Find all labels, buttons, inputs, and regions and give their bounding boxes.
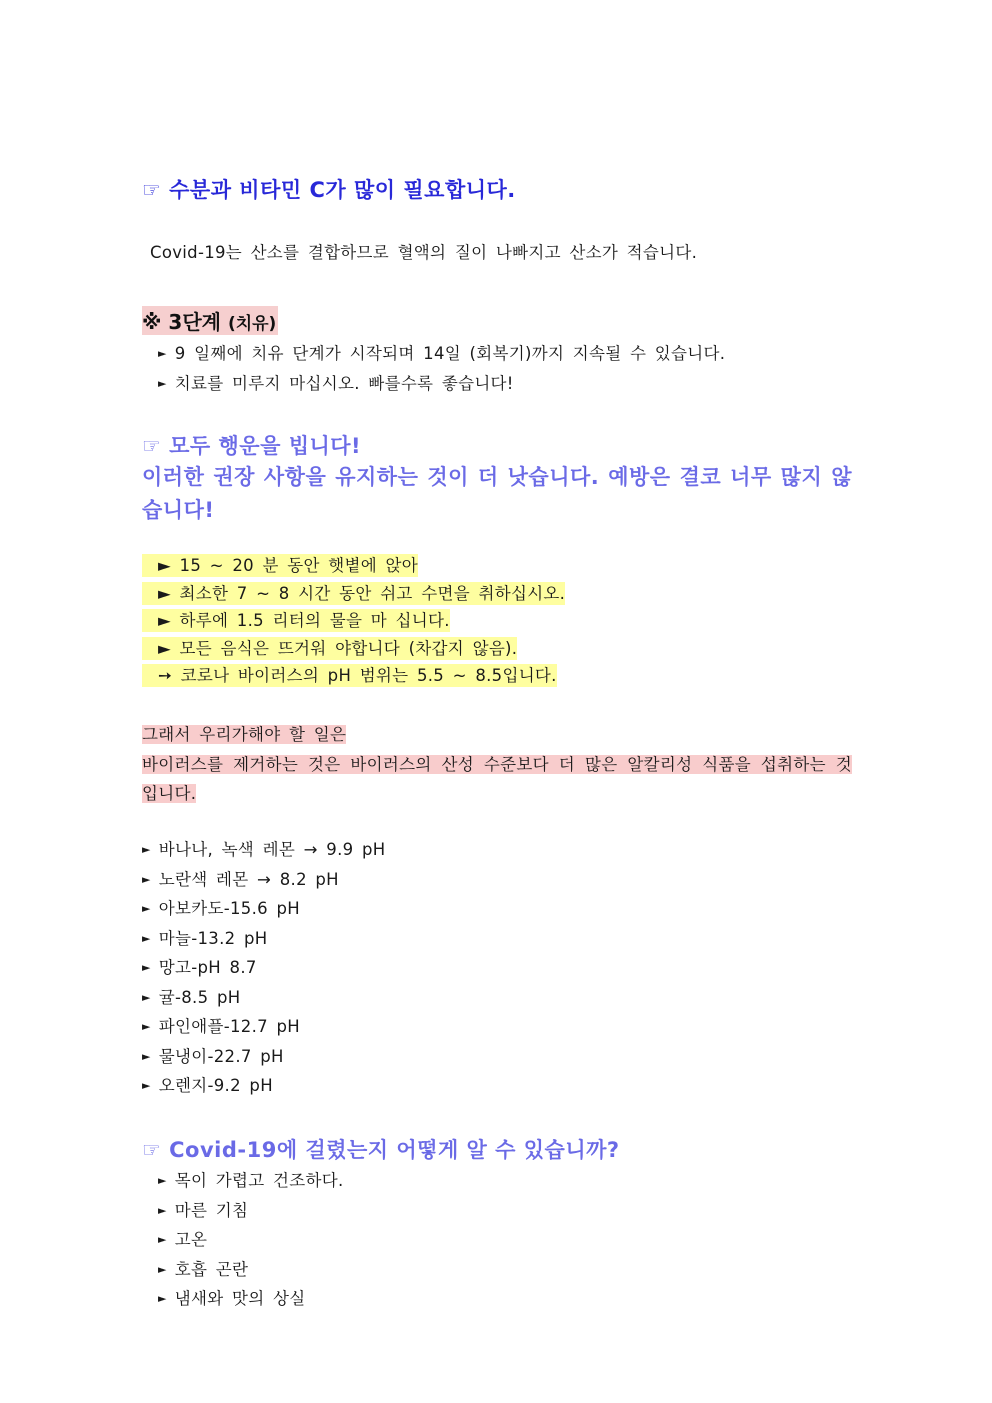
triangle-bullet-icon: ►: [142, 843, 151, 856]
list-item-text: 치료를 미루지 마십시오. 빠를수록 좋습니다!: [174, 373, 514, 393]
triangle-bullet-icon: ►: [158, 376, 167, 390]
symptom-text: 호흡 곤란: [174, 1259, 249, 1279]
triangle-bullet-icon: ►: [142, 990, 151, 1004]
list-item: [142, 1042, 852, 1072]
stage-3-list: [142, 339, 868, 398]
list-item: [142, 953, 852, 983]
tip-text: ► 최소한 7 ~ 8 시간 동안 쉬고 수면을 취하십시오.: [142, 582, 565, 605]
triangle-bullet-icon: ►: [158, 1233, 167, 1246]
tip-text: ► 15 ~ 20 분 동안 햇볕에 앉아: [142, 554, 418, 577]
triangle-bullet-icon: ►: [142, 902, 151, 915]
food-text: 망고-pH 8.7: [158, 958, 257, 977]
list-item: [158, 1225, 868, 1255]
list-item: [142, 983, 852, 1013]
list-item: [158, 1196, 868, 1226]
advice-line-2-text: 바이러스를 제거하는 것은 바이러스의 산성 수준보다 더 많은 알칼리성 식품을 섭취하는 것입니다.: [142, 754, 852, 803]
stage-3-heading-wrap: [142, 306, 852, 335]
covid-symptoms-heading: ☞ Covid-19에 걸렸는지 어떻게 알 수 있습니까?: [142, 1138, 620, 1162]
triangle-bullet-icon: ►: [142, 1020, 151, 1033]
symptom-text: 냄새와 맛의 상실: [174, 1289, 306, 1308]
stage-3-title: ※ 3단계: [142, 310, 221, 334]
triangle-bullet-icon: ►: [158, 347, 167, 360]
list-item: [142, 835, 852, 865]
food-text: 마늘-13.2 pH: [158, 928, 268, 948]
triangle-bullet-icon: ►: [158, 1262, 167, 1276]
heading-water-vitamin-c: ☞ 수분과 비타민 C가 많이 필요합니다.: [142, 178, 516, 202]
food-text: 귤-8.5 pH: [158, 987, 241, 1007]
food-text: 바나나, 녹색 레몬 → 9.9 pH: [158, 840, 386, 859]
list-item: [142, 865, 852, 895]
list-item: [142, 894, 852, 924]
tip-text: ► 모든 음식은 뜨거워 야합니다 (차갑지 않음).: [142, 637, 517, 660]
symptom-text: 목이 가렵고 건조하다.: [174, 1171, 344, 1190]
advice-line-1: [142, 720, 852, 750]
good-luck-heading: ☞ 모두 행운을 빕니다!: [142, 434, 362, 458]
food-text: 물냉이-22.7 pH: [158, 1046, 284, 1066]
food-text: 노란색 레몬 → 8.2 pH: [158, 869, 339, 889]
list-item: [158, 369, 868, 399]
symptom-text: 마른 기침: [174, 1200, 249, 1220]
food-text: 아보카도-15.6 pH: [158, 899, 300, 918]
list-item: [158, 1166, 868, 1196]
stage-3-heading: [142, 306, 278, 335]
list-item: [142, 924, 852, 954]
tip-text: ► 하루에 1.5 리터의 물을 마 십니다.: [142, 609, 450, 632]
list-item: [142, 664, 852, 692]
list-item: [158, 1284, 868, 1314]
stage-3-subtitle: (치유): [227, 314, 277, 334]
triangle-bullet-icon: ►: [142, 1079, 151, 1092]
tip-text: ➙ 코로나 바이러스의 pH 범위는 5.5 ~ 8.5입니다.: [142, 664, 557, 687]
triangle-bullet-icon: ►: [158, 1292, 167, 1305]
triangle-bullet-icon: ►: [158, 1203, 167, 1217]
food-text: 파인애플-12.7 pH: [158, 1017, 300, 1036]
list-item-text: 9 일째에 치유 단계가 시작되며 14일 (회복기)까지 지속될 수 있습니다.: [174, 344, 726, 363]
symptom-text: 고온: [174, 1230, 208, 1249]
symptoms-list: [142, 1166, 868, 1314]
advice-line-2: [142, 750, 852, 809]
list-item: [142, 554, 852, 582]
list-item: [158, 1255, 868, 1285]
alkaline-foods-list: [142, 835, 852, 1101]
list-item: [142, 582, 852, 610]
list-item: [142, 637, 852, 665]
advice-block: [142, 720, 852, 809]
triangle-bullet-icon: ►: [142, 872, 151, 886]
list-item: [142, 1071, 852, 1101]
prevention-subheading: 이러한 권장 사항을 유지하는 것이 더 낫습니다. 예방은 결코 너무 많지 않습니다!: [142, 465, 852, 522]
list-item: [142, 1012, 852, 1042]
covid-oxygen-text: Covid-19는 산소를 결합하므로 혈액의 질이 나빠지고 산소가 적습니다.: [150, 243, 698, 262]
list-item: [158, 339, 868, 369]
triangle-bullet-icon: ►: [158, 1174, 167, 1187]
advice-line-1-text: 그래서 우리가해야 할 일은: [142, 725, 347, 744]
tips-list: [142, 554, 852, 692]
triangle-bullet-icon: ►: [142, 1049, 151, 1063]
food-text: 오렌지-9.2 pH: [158, 1076, 273, 1095]
triangle-bullet-icon: ►: [142, 931, 151, 945]
triangle-bullet-icon: ►: [142, 961, 151, 974]
list-item: [142, 609, 852, 637]
